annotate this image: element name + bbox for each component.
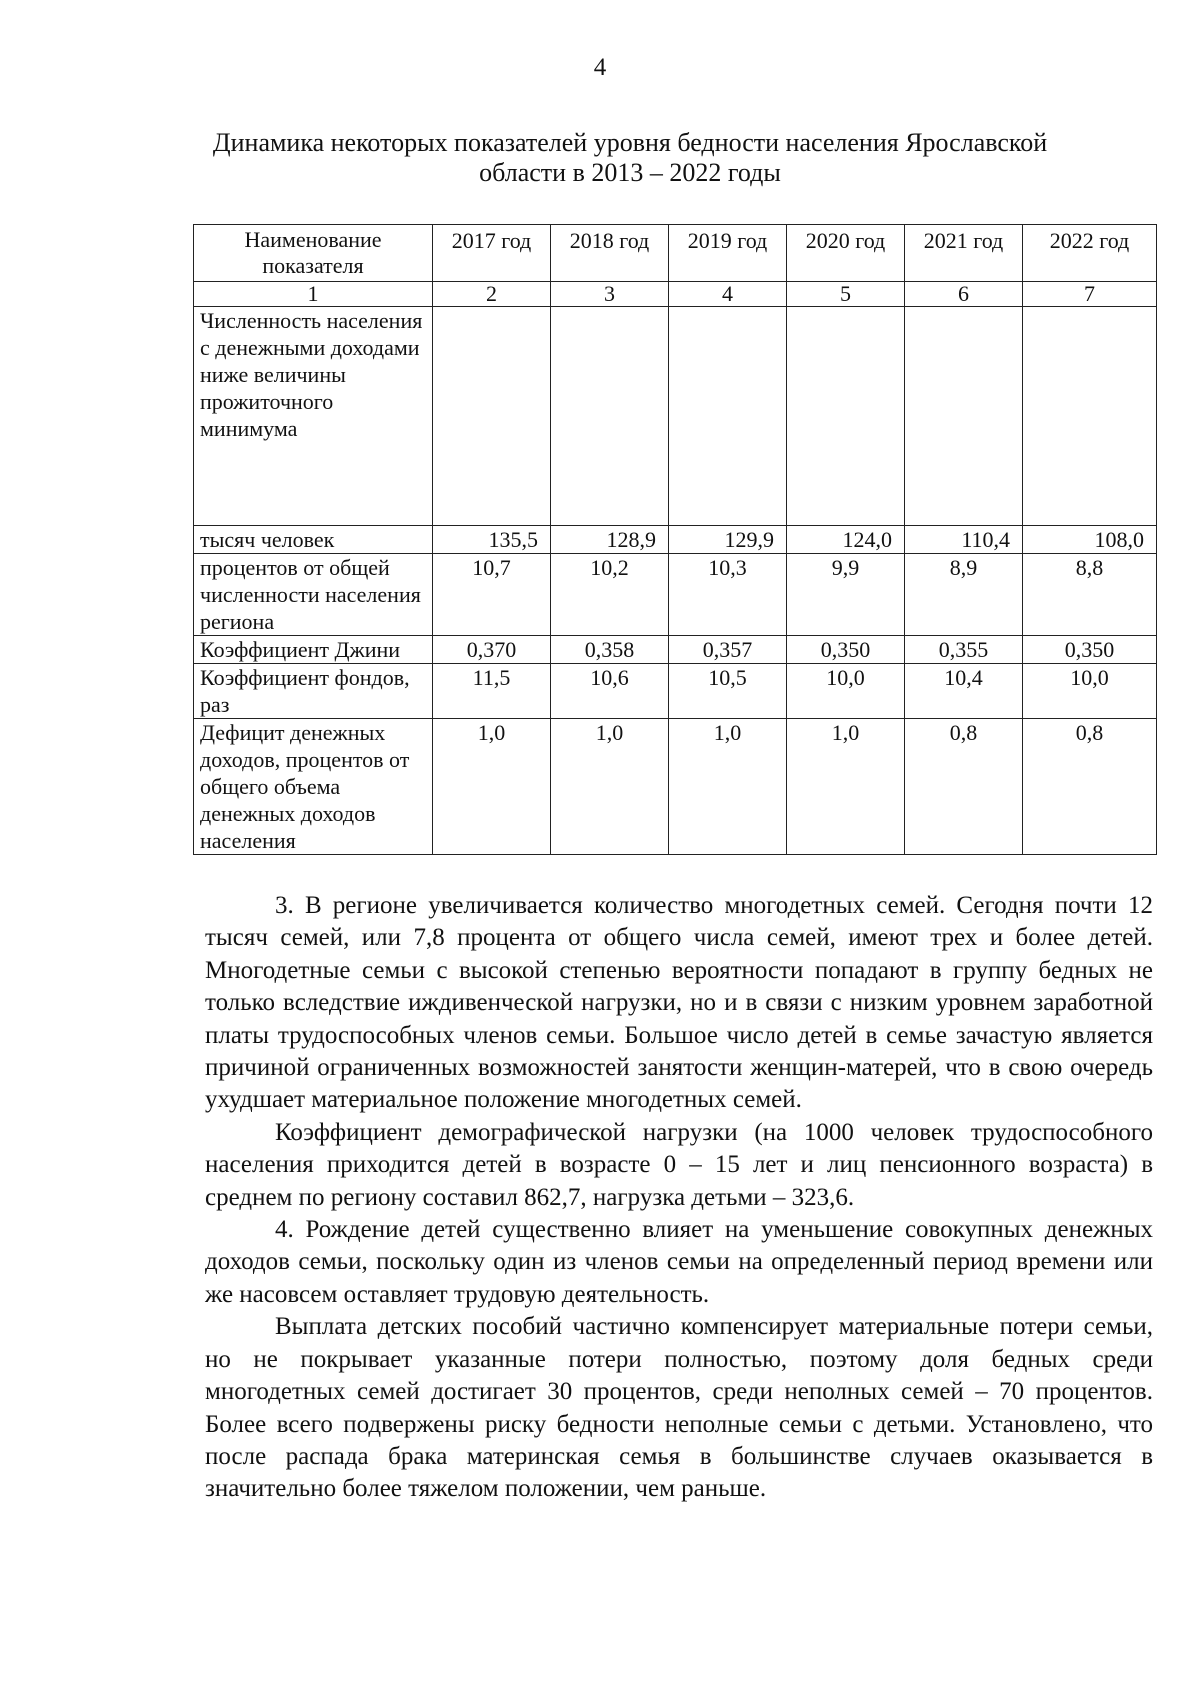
table-cell: 9,9 bbox=[787, 554, 905, 636]
table-cell: 1,0 bbox=[787, 719, 905, 855]
column-header: 2021 год bbox=[905, 225, 1023, 282]
column-number: 1 bbox=[194, 282, 433, 307]
row-label: Численность населения с денежными доходами ниже величины прожиточного минимума bbox=[194, 307, 433, 526]
table-row bbox=[194, 719, 1157, 855]
table-cell: 0,358 bbox=[551, 636, 669, 664]
table-cell bbox=[433, 307, 551, 526]
column-header: 2019 год bbox=[669, 225, 787, 282]
table-cell bbox=[905, 307, 1023, 526]
column-header: 2020 год bbox=[787, 225, 905, 282]
table-cell: 10,7 bbox=[433, 554, 551, 636]
row-label: Дефицит денежных доходов, процентов от общего объема денежных доходов населения bbox=[194, 719, 433, 855]
table-cell: 8,9 bbox=[905, 554, 1023, 636]
table-cell: 1,0 bbox=[551, 719, 669, 855]
table-header-row bbox=[194, 225, 1157, 282]
table-row bbox=[194, 664, 1157, 719]
table-cell: 110,4 bbox=[905, 526, 1023, 554]
table-cell: 1,0 bbox=[433, 719, 551, 855]
table-cell: 0,350 bbox=[787, 636, 905, 664]
table-cell: 10,2 bbox=[551, 554, 669, 636]
page-number: 4 bbox=[593, 54, 607, 81]
body-text bbox=[205, 890, 1153, 1506]
paragraph: 4. Рождение детей существенно влияет на уменьшение совокупных денежных доходов семьи, поскольку один из членов семьи на определенный период времени или же насовсем оставляет трудовую деятельность. bbox=[205, 1216, 1153, 1308]
column-number: 7 bbox=[1023, 282, 1157, 307]
table-cell: 0,8 bbox=[1023, 719, 1157, 855]
table-cell: 10,3 bbox=[669, 554, 787, 636]
table-cell: 0,370 bbox=[433, 636, 551, 664]
table-cell bbox=[1023, 307, 1157, 526]
column-number: 4 bbox=[669, 282, 787, 307]
row-label: Коэффициент фондов, раз bbox=[194, 664, 433, 719]
column-number: 3 bbox=[551, 282, 669, 307]
table-cell: 10,0 bbox=[1023, 664, 1157, 719]
table-row bbox=[194, 526, 1157, 554]
table-cell: 10,5 bbox=[669, 664, 787, 719]
table-cell: 1,0 bbox=[669, 719, 787, 855]
table-cell: 10,4 bbox=[905, 664, 1023, 719]
table-cell bbox=[669, 307, 787, 526]
table-row bbox=[194, 636, 1157, 664]
row-label: Коэффициент Джини bbox=[194, 636, 433, 664]
column-header: Наименование показателя bbox=[194, 225, 433, 282]
table-cell: 11,5 bbox=[433, 664, 551, 719]
table-cell: 8,8 bbox=[1023, 554, 1157, 636]
table-title-line-2: области в 2013 – 2022 годы bbox=[479, 158, 781, 187]
table-cell bbox=[787, 307, 905, 526]
paragraph: Коэффициент демографической нагрузки (на 1000 человек трудоспособного населения приходится детей в возрасте 0 – 15 лет и лиц пенсионного возраста) в среднем по региону составил 862,7, нагрузка детьми – 323,6. bbox=[205, 1118, 1153, 1211]
row-label: процентов от общей численности населения региона bbox=[194, 554, 433, 636]
table-group-row bbox=[194, 307, 1157, 526]
table-cell: 124,0 bbox=[787, 526, 905, 554]
table-cell: 129,9 bbox=[669, 526, 787, 554]
table-cell: 108,0 bbox=[1023, 526, 1157, 554]
column-header: 2017 год bbox=[433, 225, 551, 282]
table-cell: 0,8 bbox=[905, 719, 1023, 855]
table-title bbox=[200, 128, 1060, 188]
column-header: 2018 год bbox=[551, 225, 669, 282]
column-number-row bbox=[194, 282, 1157, 307]
column-number: 5 bbox=[787, 282, 905, 307]
column-number: 6 bbox=[905, 282, 1023, 307]
row-label: тысяч человек bbox=[194, 526, 433, 554]
table-cell: 10,0 bbox=[787, 664, 905, 719]
column-number: 2 bbox=[433, 282, 551, 307]
column-header: 2022 год bbox=[1023, 225, 1157, 282]
table-row bbox=[194, 554, 1157, 636]
table-cell: 0,350 bbox=[1023, 636, 1157, 664]
paragraph: Выплата детских пособий частично компенсирует материальные потери семьи, но не покрывает указанные потери полностью, поэтому доля бедных среди многодетных семей достигает 30 процентов, среди неполных семей – 70 процентов. Более всего подвержены риску бедности неполные семьи с детьми. Установлено, что после распада брака материнская семья в большинстве случаев оказывается в значительно более тяжелом положении, чем раньше. bbox=[205, 1313, 1153, 1503]
paragraph: 3. В регионе увеличивается количество многодетных семей. Сегодня почти 12 тысяч семей, или 7,8 процента от общего числа семей, имеют трех и более детей. Многодетные семьи с высокой степенью вероятности попадают в группу бедных не только вследствие иждивенческой нагрузки, но и в связи с низким уровнем заработной платы трудоспособных членов семьи. Большое число детей в семье зачастую является причиной ограниченных возможностей занятости женщин-матерей, что в свою очередь ухудшает материальное положение многодетных семей. bbox=[205, 892, 1153, 1114]
table-cell: 0,357 bbox=[669, 636, 787, 664]
table-title-line-1: Динамика некоторых показателей уровня бедности населения Ярославской bbox=[212, 128, 1048, 157]
table-cell: 135,5 bbox=[433, 526, 551, 554]
table-cell bbox=[551, 307, 669, 526]
table-cell: 0,355 bbox=[905, 636, 1023, 664]
table-cell: 128,9 bbox=[551, 526, 669, 554]
table-cell: 10,6 bbox=[551, 664, 669, 719]
poverty-indicators-table bbox=[193, 224, 1157, 855]
